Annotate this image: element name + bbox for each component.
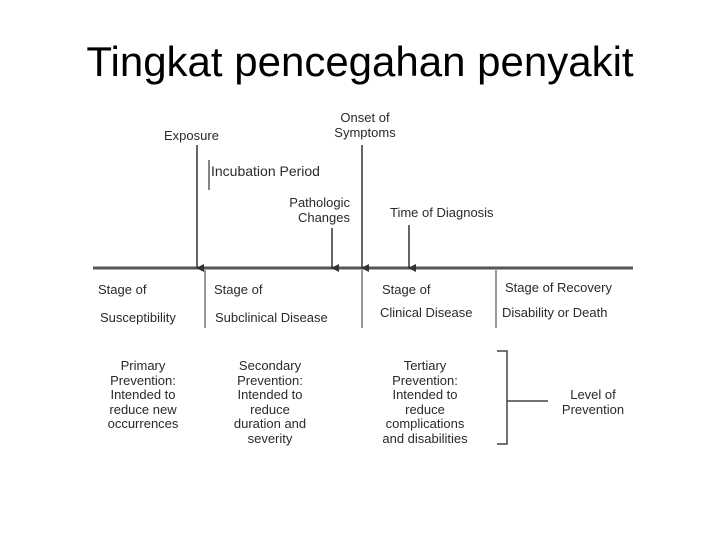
stage-recovery-line2: Disability or Death: [502, 305, 608, 320]
stage-susceptibility-line2: Susceptibility: [100, 310, 176, 325]
tertiary-prevention: Tertiary Prevention: Intended to reduce complications and disabilities: [382, 358, 468, 446]
level-bracket: [497, 351, 507, 444]
primary-prevention: Primary Prevention: Intended to reduce new occurrences: [107, 358, 179, 431]
stage-recovery-line1: Stage of Recovery: [505, 280, 612, 295]
stage-subclinical-line2: Subclinical Disease: [215, 310, 328, 325]
stage-clinical-line1: Stage of: [382, 282, 431, 297]
stage-clinical-line2: Clinical Disease: [380, 305, 473, 320]
onset-label: Onset of Symptoms: [334, 110, 396, 140]
diagnosis-label: Time of Diagnosis: [390, 205, 494, 220]
pathologic-label: Pathologic Changes: [289, 195, 350, 225]
exposure-label: Exposure: [164, 128, 219, 143]
stage-susceptibility-line1: Stage of: [98, 282, 147, 297]
stage-subclinical-line1: Stage of: [214, 282, 263, 297]
level-of-prevention-label: Level of Prevention: [561, 387, 625, 417]
secondary-prevention: Secondary Prevention: Intended to reduce duration and severity: [233, 358, 307, 446]
slide-title: Tingkat pencegahan penyakit: [86, 38, 634, 85]
incubation-label: Incubation Period: [211, 163, 320, 179]
